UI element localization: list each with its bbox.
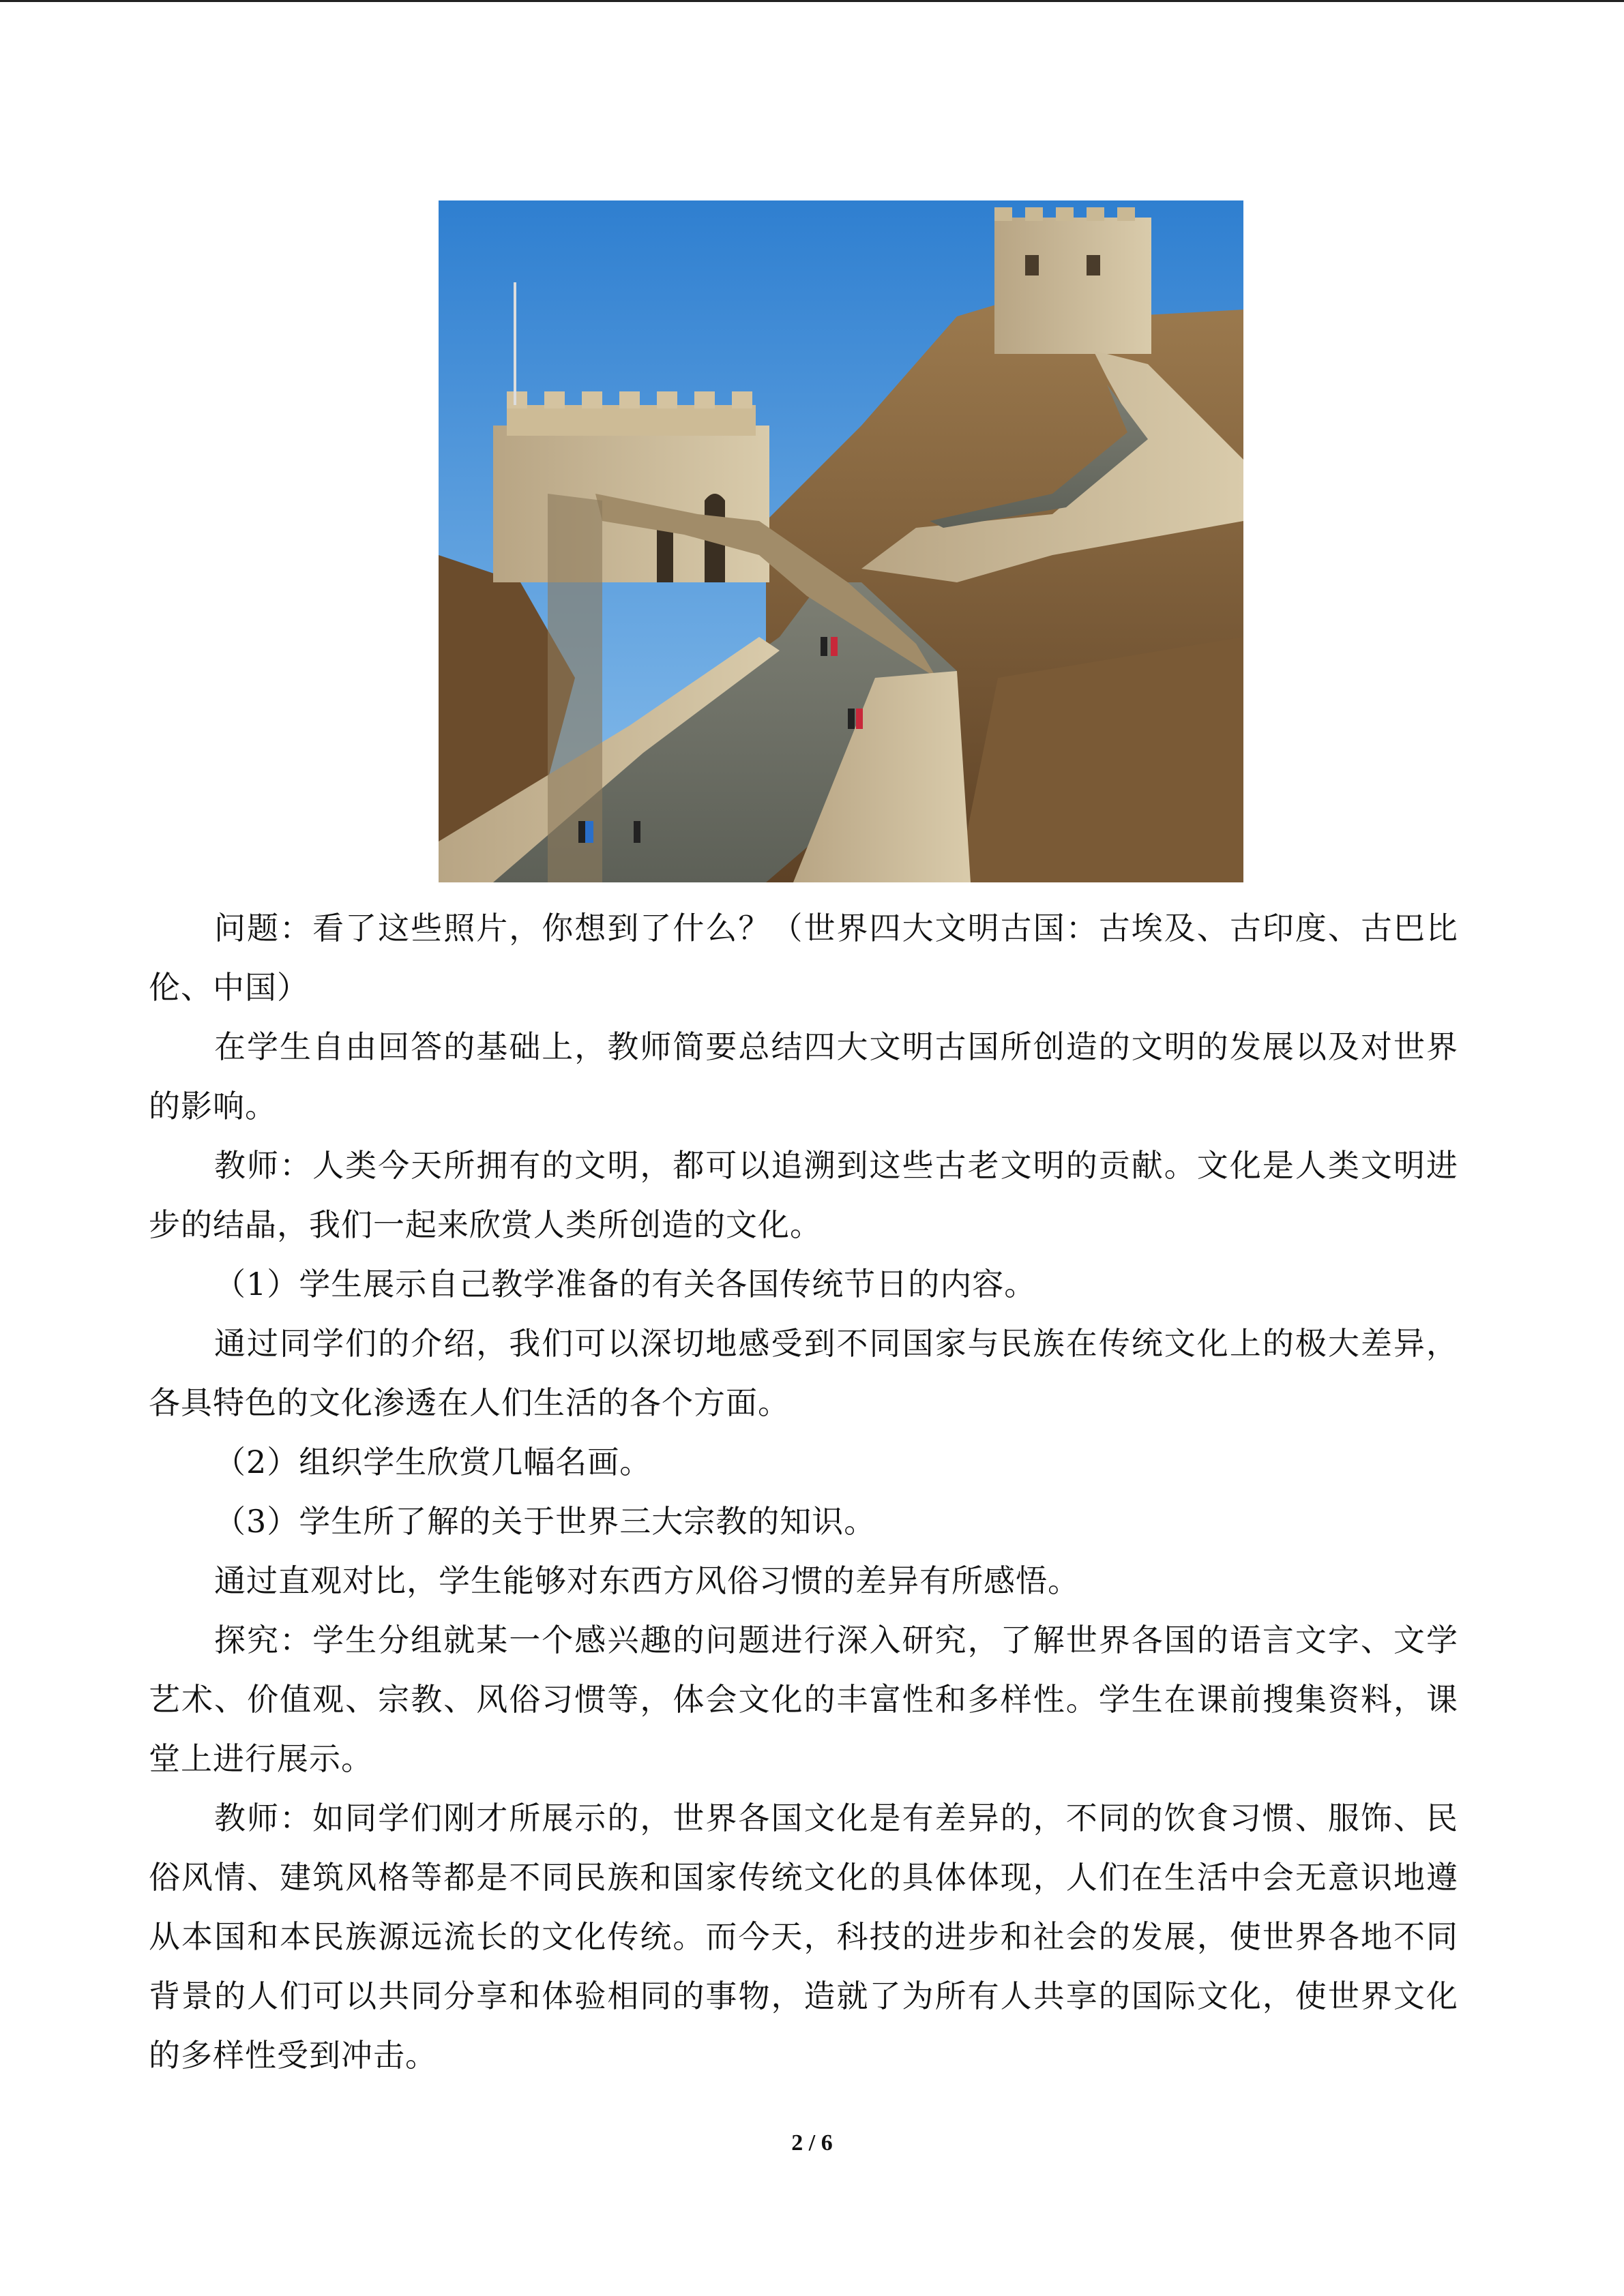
paragraph-explore: 探究：学生分组就某一个感兴趣的问题进行深入研究，了解世界各国的语言文字、文学艺术、价值观、宗教、风俗习惯等，体会文化的丰富性和多样性。学生在课前搜集资料，课堂上进行展示。 [149, 1622, 1458, 1777]
paragraph-item-1: （1）学生展示自己教学准备的有关各国传统节日的内容。 [214, 1266, 1037, 1302]
great-wall-photo [439, 200, 1243, 882]
top-border [0, 0, 1624, 2]
paragraph-teacher-intro: 教师：人类今天所拥有的文明，都可以追溯到这些古老文明的贡献。文化是人类文明进步的结晶，我们一起来欣赏人类所创造的文化。 [149, 1147, 1458, 1243]
paragraph-item-2: （2）组织学生欣赏几幅名画。 [214, 1444, 652, 1480]
paragraph-summary: 在学生自由回答的基础上，教师简要总结四大文明古国所创造的文明的发展以及对世界的影响。 [149, 1028, 1458, 1124]
body-text [149, 899, 1458, 2085]
paragraph-comparison: 通过直观对比，学生能够对东西方风俗习惯的差异有所感悟。 [214, 1562, 1080, 1599]
paragraph-question: 问题：看了这些照片，你想到了什么？（世界四大文明古国：古埃及、古印度、古巴比伦、中国） [149, 910, 1458, 1006]
page-number: 2 / 6 [791, 2130, 833, 2156]
paragraph-intro-feedback: 通过同学们的介绍，我们可以深切地感受到不同国家与民族在传统文化上的极大差异，各具特色的文化渗透在人们生活的各个方面。 [149, 1325, 1458, 1421]
paragraph-item-3: （3）学生所了解的关于世界三大宗教的知识。 [214, 1503, 876, 1540]
paragraph-teacher-conclusion: 教师：如同学们刚才所展示的，世界各国文化是有差异的，不同的饮食习惯、服饰、民俗风情、建筑风格等都是不同民族和国家传统文化的具体体现，人们在生活中会无意识地遵从本国和本民族源远流长的文化传统。而今天，科技的进步和社会的发展，使世界各地不同背景的人们可以共同分享和体验相同的事物，造就了为所有人共享的国际文化，使世界文化的多样性受到冲击。 [149, 1800, 1458, 2074]
